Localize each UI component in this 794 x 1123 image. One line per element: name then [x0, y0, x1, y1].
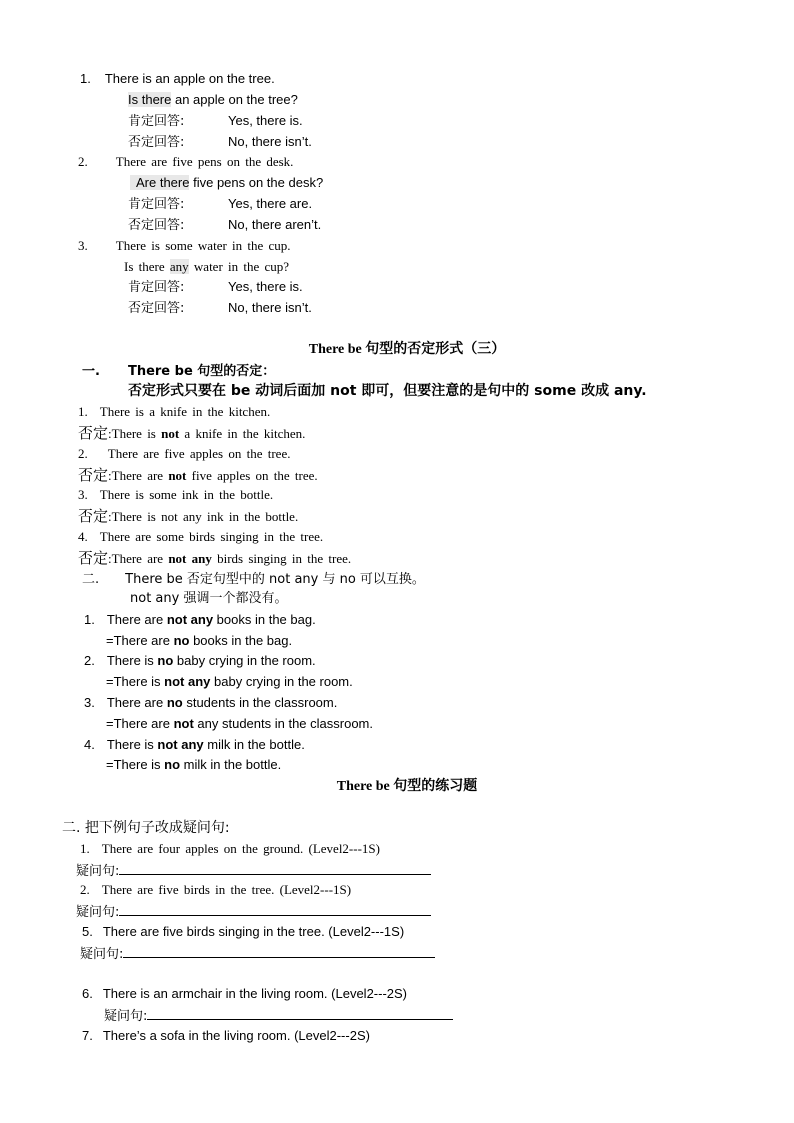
pair-3-a: 3. There are no students in the classroom. [84, 695, 338, 710]
exercise-heading: 二. 把下例句子改成疑问句: [62, 820, 230, 836]
pair-1-b: =There are no books in the bag. [106, 633, 293, 648]
highlight: Are there [130, 175, 189, 190]
exercise-2: 2. There are five birds in the tree. (Level2---1S) [80, 882, 352, 897]
yes-answer-1: 肯定回答: Yes, there is. [128, 113, 303, 129]
neg-answer-2: 否定:There are not five apples on the tree. [78, 466, 318, 484]
pair-2-b: =There is not any baby crying in the room. [106, 674, 353, 689]
exercise-5: 5. There are five birds singing in the tree. (Level2---1S) [82, 924, 405, 939]
exercise-5-answer: 疑问句: [80, 943, 435, 963]
no-answer-3: 否定回答: No, there isn’t. [128, 300, 312, 316]
pair-4-a: 4. There is not any milk in the bottle. [84, 737, 305, 752]
item-3 [78, 236, 291, 256]
heading-1: 一. There be 句型的否定： [82, 364, 276, 379]
neg-item-1: 1. There is a knife in the kitchen. [78, 404, 271, 419]
answer-blank[interactable] [147, 1005, 453, 1020]
pair-2-a: 2. There is no baby crying in the room. [84, 653, 316, 668]
no-answer-2: 否定回答: No, there aren’t. [128, 217, 322, 233]
sentence: There is some water in the cup. [115, 238, 291, 253]
exercise-7: 7. There’s a sofa in the living room. (Level2---2S) [82, 1028, 370, 1043]
question-1: Is there an apple on the tree? [128, 92, 298, 107]
no-answer-1: 否定回答: No, there isn’t. [128, 134, 312, 150]
heading-2-sub: not any 强调一个都没有。 [130, 591, 288, 606]
neg-answer-3: 否定:There is not any ink in the bottle. [78, 507, 299, 525]
item-number: 3. [78, 238, 88, 253]
question-3: Is there any water in the cup? [124, 259, 290, 274]
exercise-6: 6. There is an armchair in the living room. (Level2---2S) [82, 986, 408, 1001]
answer-blank[interactable] [119, 860, 431, 875]
neg-answer-1: 否定:There is not a knife in the kitchen. [78, 424, 306, 442]
pair-1-a: 1. There are not any books in the bag. [84, 612, 316, 627]
item-number: 2. [78, 154, 88, 169]
sentence: There is an apple on the tree. [104, 71, 275, 86]
neg-answer-4: 否定:There are not any birds singing in the tree. [78, 549, 352, 567]
pair-4-b: =There is no milk in the bottle. [106, 757, 282, 772]
neg-item-2: 2. There are five apples on the tree. [78, 446, 291, 461]
question-2: Are there five pens on the desk? [130, 173, 323, 193]
sentence: There are five pens on the desk. [115, 154, 294, 169]
item-1 [80, 69, 275, 89]
highlight: Is there [128, 92, 172, 107]
section-title-exercises: There be 句型的练习题 [336, 779, 478, 794]
item-2 [78, 152, 293, 172]
exercise-1-answer: 疑问句: [76, 860, 431, 880]
highlight: any [169, 259, 189, 274]
yes-answer-2: 肯定回答: Yes, there are. [128, 196, 313, 212]
neg-item-4: 4. There are some birds singing in the tree. [78, 529, 324, 544]
heading-1-rule: 否定形式只要在 be 动词后面加 not 即可，但要注意的是句中的 some 改成 any. [128, 383, 647, 399]
pair-3-b: =There are not any students in the classroom. [106, 716, 373, 731]
section-title-negative: There be 句型的否定形式（三） [308, 342, 506, 357]
answer-blank[interactable] [119, 901, 431, 916]
heading-2: 二. There be 否定句型中的 not any 与 no 可以互换。 [82, 572, 425, 587]
exercise-1: 1. There are four apples on the ground. (Level2---1S) [80, 841, 380, 856]
exercise-6-answer: 疑问句: [104, 1005, 453, 1025]
exercise-2-answer: 疑问句: [76, 901, 431, 921]
neg-item-3: 3. There is some ink in the bottle. [78, 487, 274, 502]
yes-answer-3: 肯定回答: Yes, there is. [128, 279, 303, 295]
answer-blank[interactable] [123, 943, 435, 958]
item-number: 1. [80, 71, 91, 86]
